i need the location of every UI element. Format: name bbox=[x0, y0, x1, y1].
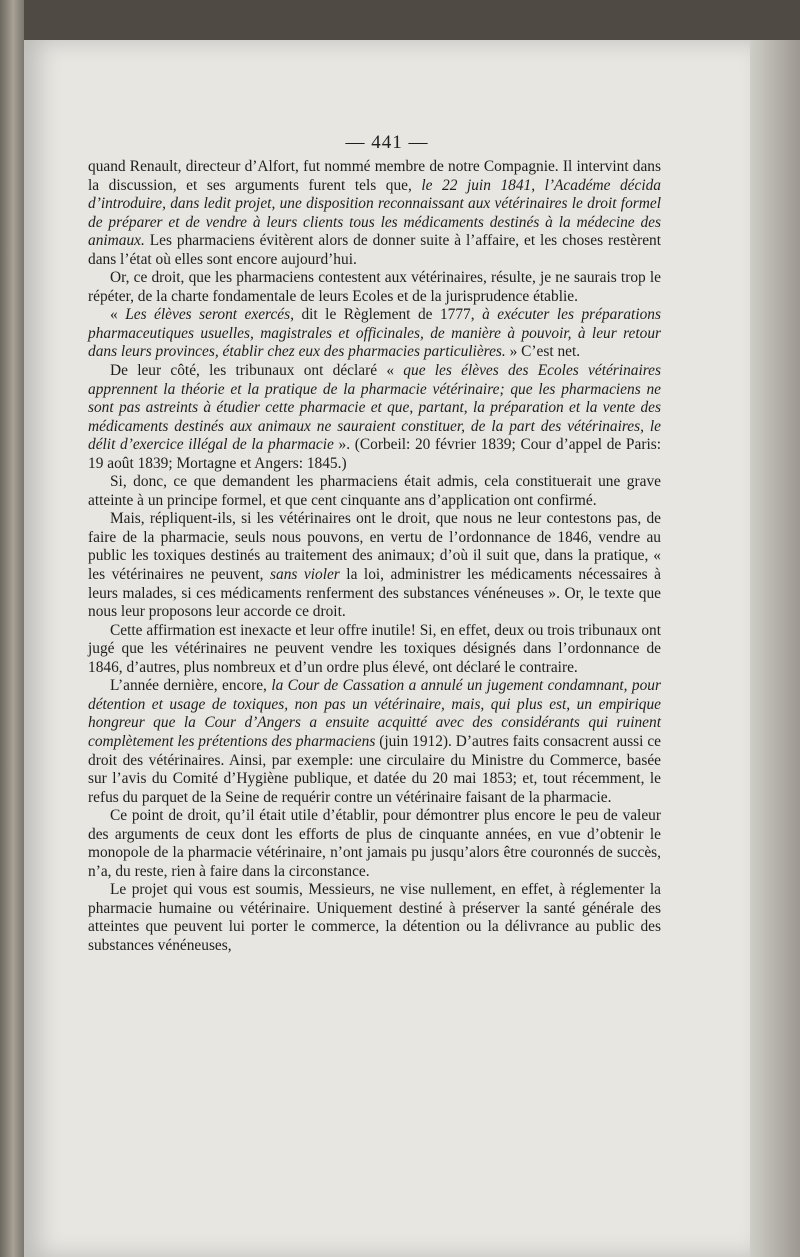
text-run: ». (Corbeil: 20 février 1839; Cour d’appel de Paris: 19 août 1839; Mortagne et Angers: 1845.) bbox=[88, 436, 661, 472]
paragraph bbox=[88, 158, 661, 269]
text-run: Ce point de droit, qu’il était utile d’établir, pour démontrer plus encore le peu de valeur des arguments de ceux dont les efforts de plus de cinquante années, en vue d’obtenir le monopole de la pharmacie vétérinaire, n’ont jamais pu jusqu’alors être couronnés de succès, n’a, du reste, rien à faire dans la circonstance. bbox=[88, 807, 661, 880]
italic-run: sans violer bbox=[270, 566, 340, 584]
italic-run: la Cour de Cassation a annulé un jugement condamnant, pour détention et usage de toxiques, non pas un vétérinaire, mais, qui plus est, un empirique hongreur que la Cour d’Angers a ensuite acquitté avec des considérants qui ruinent complètement les prétentions des pharmaciens bbox=[88, 677, 661, 750]
text-run: L’année dernière, encore, bbox=[110, 677, 272, 695]
text-run: la loi, administrer les médicaments nécessaires à leurs malades, si ces médicaments renferment des substances vénéneuses ». Or, le texte que nous leur proposons leur accorde ce droit. bbox=[88, 566, 661, 621]
text-run: Les pharmaciens évitèrent alors de donner suite à l’affaire, et les choses restèrent dans l’état où elles sont encore aujourd’hui. bbox=[88, 232, 661, 268]
page-number: — 441 — bbox=[345, 132, 429, 153]
text-run: » C’est net. bbox=[505, 343, 581, 361]
text-run: De leur côté, les tribunaux ont déclaré « bbox=[110, 362, 404, 380]
paragraph bbox=[88, 881, 661, 955]
book-page bbox=[24, 40, 750, 1257]
text-run: « bbox=[110, 306, 126, 324]
italic-run: à exécuter les préparations pharmaceutiques usuelles, magistrales et officinales, de manière à pouvoir, à leur retour dans leurs provinces, établir chez eux des pharmacies particulières. bbox=[88, 306, 661, 361]
paragraph bbox=[88, 510, 661, 621]
paragraph bbox=[88, 622, 661, 678]
italic-run: le 22 juin 1841, l’Académe décida d’introduire, dans ledit projet, une disposition reconnaissant aux vétérinaires le droit formel de préparer et de vendre à leurs clients tous les médicaments destinés à la médecine des animaux. bbox=[88, 176, 661, 250]
paragraph bbox=[88, 807, 661, 881]
text-run: Cette affirmation est inexacte et leur offre inutile! Si, en effet, deux ou trois tribunaux ont jugé que les vétérinaires ne peuvent vendre les toxiques désignés dans l’ordonnance de 1846, d’autres, plus nombreux et d’un ordre plus élevé, ont déclaré le contraire. bbox=[88, 621, 661, 676]
paragraph bbox=[88, 677, 661, 807]
italic-run: Les élèves seront exercés, bbox=[125, 306, 294, 324]
paragraph bbox=[88, 306, 661, 362]
text-run: Or, ce droit, que les pharmaciens contestent aux vétérinaires, résulte, je ne saurais trop le répéter, de la charte fondamentale de leurs Ecoles et de la jurisprudence établie. bbox=[88, 269, 661, 305]
italic-run: que les élèves des Ecoles vétérinaires apprennent la théorie et la pratique de la pharmacie vétérinaire; que les pharmaciens ne sont pas astreints à étudier cette pharmacie et que, partant, la préparation et la vente des médicaments destinés aux animaux ne sauraient constituer, de la part des vétérinaires, le délit d’exercice illégal de la pharmacie bbox=[88, 362, 661, 454]
text-run: Mais, répliquent-ils, si les vétérinaires ont le droit, que nous ne leur contestons pas, de faire de la pharmacie, seuls nous pouvons, en vertu de l’ordonnance de 1846, vendre au public les toxiques destinés au traitement des animaux; d’où il suit que, dans la pratique, « les vétérinaires ne peuvent, bbox=[88, 510, 661, 584]
paragraph bbox=[88, 362, 661, 473]
text-run: Le projet qui vous est soumis, Messieurs, ne vise nullement, en effet, à réglementer la pharmacie humaine ou vétérinaire. Uniquement destiné à préserver la santé générale des atteintes que peuvent lui porter le commerce, la détention ou la délivrance au public des substances vénéneuses, bbox=[88, 881, 661, 954]
paragraph bbox=[88, 269, 661, 306]
text-run: quand Renault, directeur d’Alfort, fut nommé membre de notre Compagnie. Il intervint dans la discussion, et ses arguments furent tels que, bbox=[88, 158, 661, 194]
page-stack-edge bbox=[750, 40, 800, 1257]
body-text bbox=[88, 158, 661, 956]
text-run: dit le Règlement de 1777, bbox=[293, 306, 483, 324]
text-run: Si, donc, ce que demandent les pharmaciens était admis, cela constituerait une grave atteinte à un principe formel, et que cent cinquante ans d’application ont confirmé. bbox=[88, 473, 661, 509]
text-run: (juin 1912). D’autres faits consacrent aussi ce droit des vétérinaires. Ainsi, par exemple: une circulaire du Ministre du Commerce, basée sur l’avis du Comité d’Hygiène publique, et datée du 20 mai 1853; et, tout récemment, le refus du parquet de la Seine de requérir contre un vétérinaire faisant de la pharmacie. bbox=[88, 732, 661, 806]
paragraph bbox=[88, 473, 661, 510]
adjacent-page-edge bbox=[0, 0, 24, 1257]
